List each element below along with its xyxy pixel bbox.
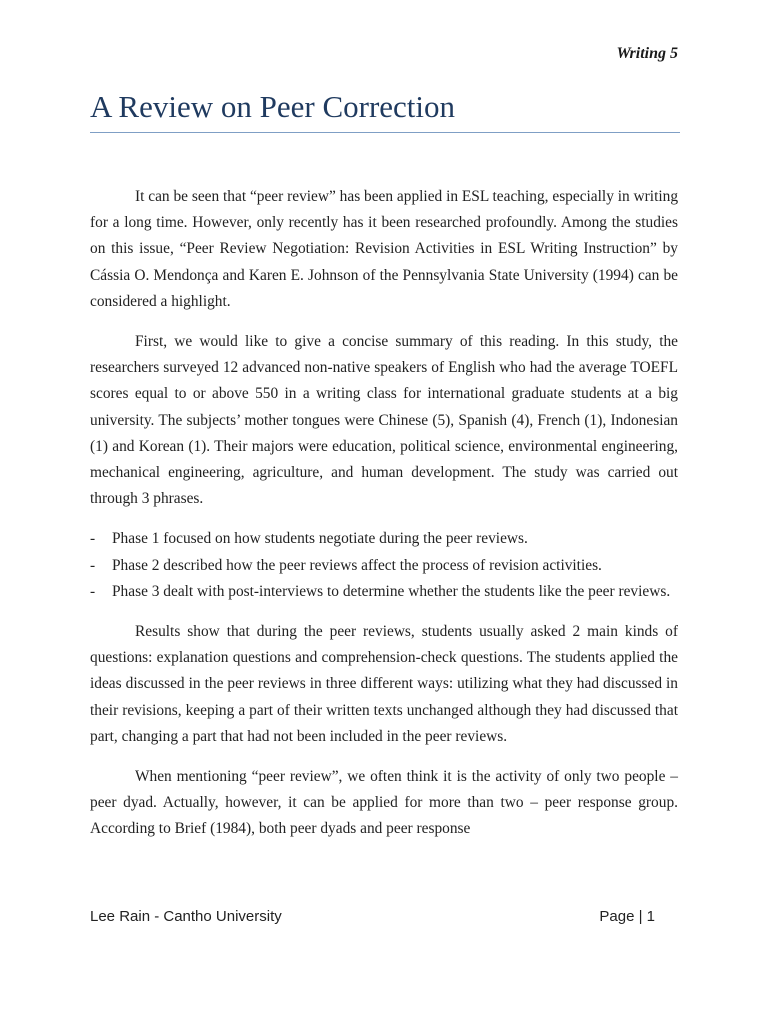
list-bullet: - (90, 530, 96, 548)
paragraph-results: Results show that during the peer reviews, students usually asked 2 main kinds of questions: explanation questions and comprehension-check questions. The students applied the ideas discussed in the peer reviews in three different ways: utilizing what they had discussed in their revisions, keeping a part of their written texts unchanged although they had discussed that part, changing a part that had not been included in the peer reviews. (90, 623, 678, 745)
list-bullet: - (90, 582, 96, 600)
document-body (90, 184, 678, 857)
phase-list (90, 526, 678, 605)
footer-author: Lee Rain - Cantho University (90, 908, 282, 925)
list-item-text: Phase 3 dealt with post-interviews to determine whether the students like the peer reviews. (112, 582, 671, 600)
list-bullet: - (90, 556, 96, 574)
paragraph-summary: First, we would like to give a concise summary of this reading. In this study, the researchers surveyed 12 advanced non-native speakers of English who had the average TOEFL scores equal to or above 550 in a writing class for international graduate students at a big university. The subjects’ mother tongues were Chinese (5), Spanish (4), French (1), Indonesian (1) and Korean (1). Their majors were education, political science, environmental engineering, mechanical engineering, agriculture, and human development. The study was carried out through 3 phrases. (90, 333, 678, 508)
running-header: Writing 5 (616, 45, 678, 62)
list-item (90, 579, 678, 605)
footer-page-number: Page | 1 (599, 908, 655, 925)
paragraph-intro: It can be seen that “peer review” has been applied in ESL teaching, especially in writing for a long time. However, only recently has it been researched profoundly. Among the studies on this issue, “Peer Review Negotiation: Revision Activities in ESL Writing Instruction” by Cássia O. Mendonça and Karen E. Johnson of the Pennsylvania State University (1994) can be considered a highlight. (90, 188, 679, 310)
list-item-text: Phase 2 described how the peer reviews affect the process of revision activities. (112, 556, 602, 574)
page-title: A Review on Peer Correction (90, 88, 680, 133)
list-item (90, 526, 678, 552)
paragraph-peer-review: When mentioning “peer review”, we often think it is the activity of only two people – peer dyad. Actually, however, it can be applied for more than two – peer response group. According to Brief (1984), both peer dyads and peer response (90, 768, 678, 838)
list-item (90, 553, 678, 579)
list-item-text: Phase 1 focused on how students negotiate during the peer reviews. (112, 530, 528, 548)
